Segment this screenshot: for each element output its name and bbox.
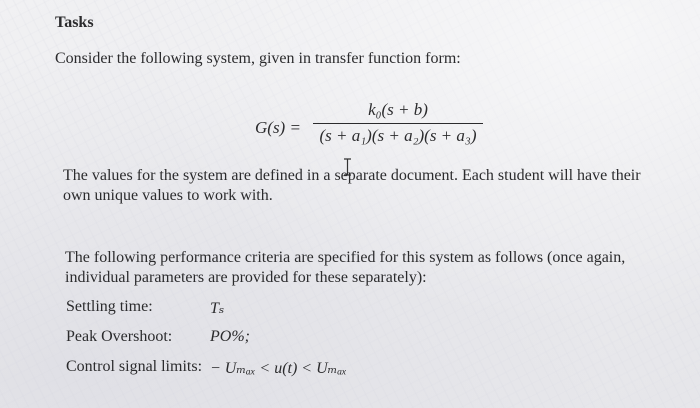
equation-lhs: G(s) = xyxy=(255,118,301,137)
equation-denominator: (s + a₁)(s + a₂)(s + a₃) xyxy=(319,126,477,145)
criteria-label-control-limits: Control signal limits: xyxy=(66,358,203,375)
paragraph-values: The values for the system are defined in a separate document. Each student will have their own unique values to work with. xyxy=(63,167,641,204)
equation-fraction xyxy=(313,100,483,146)
criteria-label-settling-time: Settling time: xyxy=(66,298,153,315)
intro-text: Consider the following system, given in transfer function form: xyxy=(55,50,461,67)
equation-numerator: k₀(s + b) xyxy=(368,100,428,119)
criteria-value-settling-time: Tₛ xyxy=(210,300,225,317)
criteria-value-peak-overshoot: PO%; xyxy=(210,328,250,345)
section-heading: Tasks xyxy=(55,14,94,31)
fraction-bar xyxy=(313,123,483,124)
paragraph-criteria: The following performance criteria are specified for this system as follows (once again, individual parameters are provided for these separately): xyxy=(65,249,626,286)
criteria-label-peak-overshoot: Peak Overshoot: xyxy=(66,328,173,345)
criteria-value-control-limits: − Uₘₐₓ < u(t) < Uₘₐₓ xyxy=(210,360,347,377)
